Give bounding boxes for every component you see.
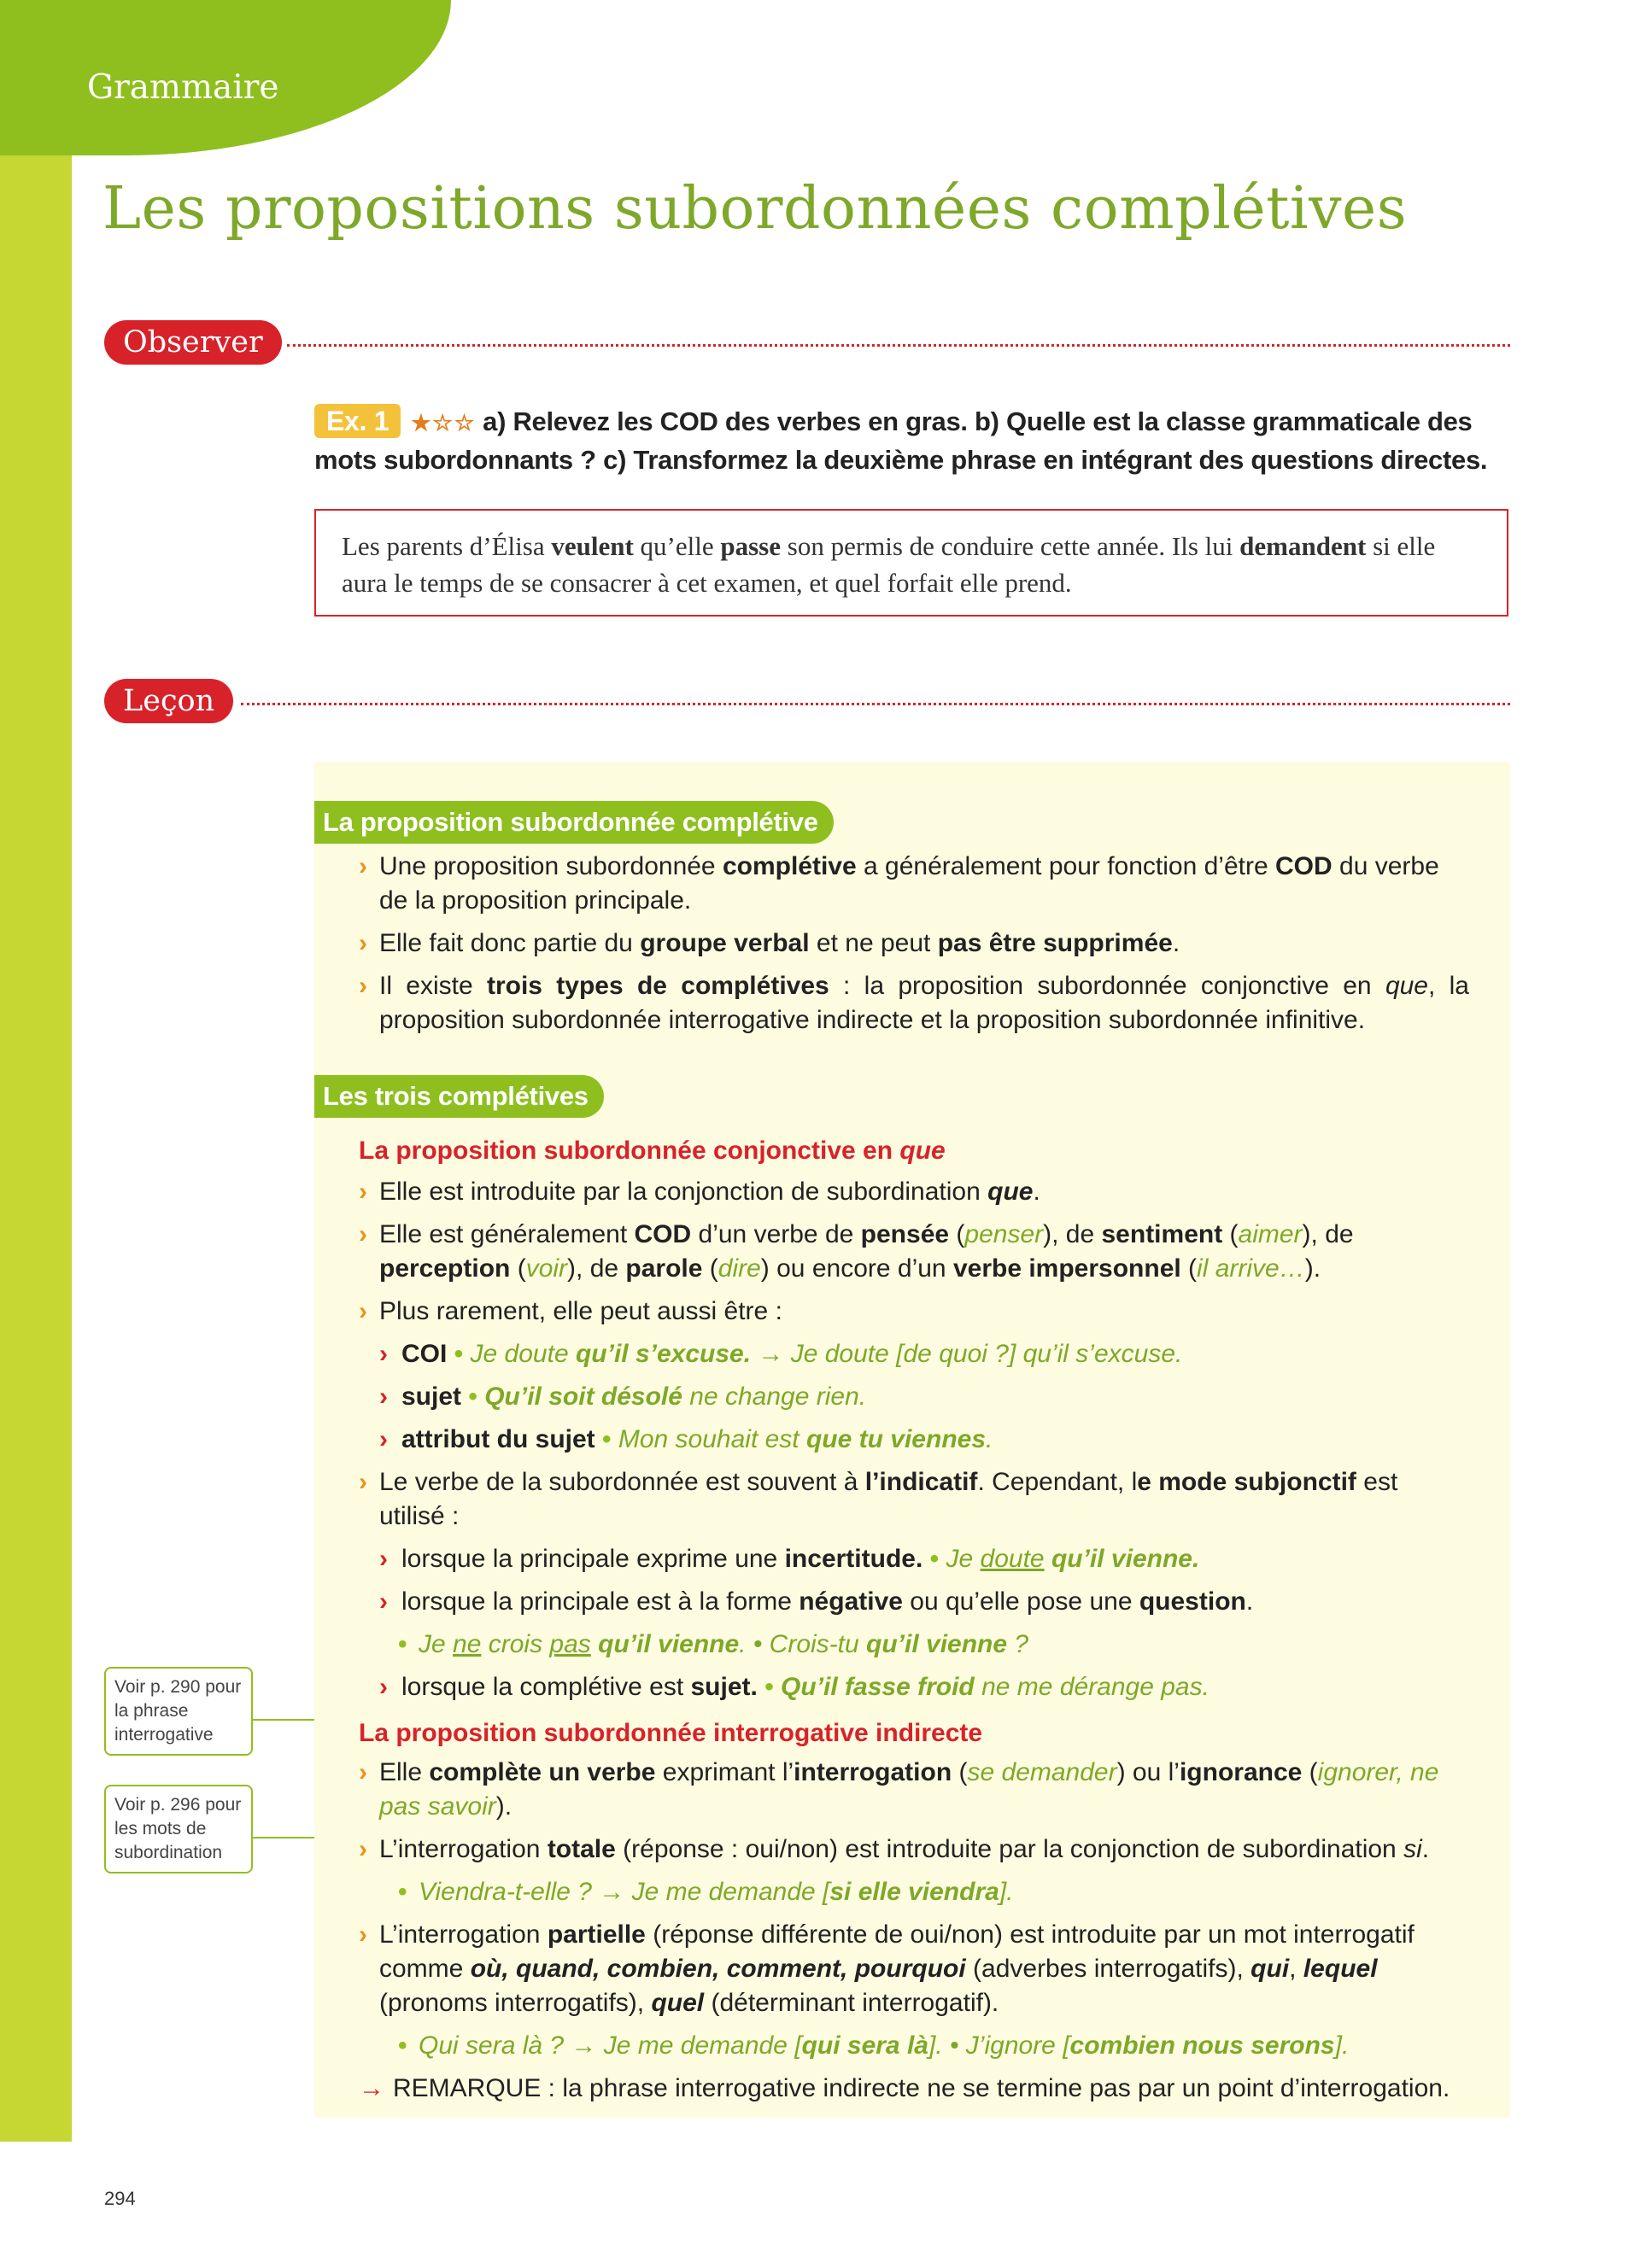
bullet-icon: •	[398, 1630, 407, 1658]
difficulty-stars-icon: ★☆☆	[411, 410, 477, 435]
list-item: › Une proposition subordonnée complétive a généralement pour fonction d’être COD du verbe de la proposition principale.	[359, 850, 1469, 918]
exercise-1	[314, 403, 1510, 479]
observer-pill: Observer	[104, 320, 282, 365]
side-note-subordination: Voir p. 296 pour les mots de subordination	[104, 1785, 253, 1873]
chevron-right-icon: ›	[379, 1382, 388, 1411]
example-line: • Viendra-t-elle ? → Je me demande [si elle viendra].	[359, 1875, 1469, 1909]
arrow-right-icon: →	[359, 2074, 384, 2102]
page-number: 294	[104, 2188, 136, 2209]
example-line: • Je ne crois pas qu’il vienne. • Crois-tu qu’il vienne ?	[359, 1628, 1469, 1662]
chevron-right-icon: ›	[359, 1835, 367, 1863]
exercise-badge: Ex. 1	[314, 404, 401, 438]
chevron-right-icon: ›	[359, 1920, 367, 1949]
chevron-right-icon: ›	[379, 1545, 388, 1573]
list-subitem: › lorsque la principale est à la forme négative ou qu’elle pose une question.	[359, 1585, 1469, 1619]
section2-text	[359, 1134, 1469, 2106]
chevron-right-icon: ›	[379, 1587, 388, 1616]
list-item: › Elle est généralement COD d’un verbe de pensée (penser), de sentiment (aimer), de perception (voir), de parole (dire) ou encore d’un verbe impersonnel (il arrive…).	[359, 1218, 1469, 1286]
chevron-right-icon: ›	[359, 929, 367, 957]
list-item: › Le verbe de la subordonnée est souvent à l’indicatif. Cependant, le mode subjonctif est utilisé :	[359, 1465, 1469, 1534]
list-item: › L’interrogation partielle (réponse différente de oui/non) est introduite par un mot interrogatif comme où, quand, combien, comment, pourquoi (adverbes interrogatifs), qui, lequel (pronoms interrogatifs), quel (déterminant interrogatif).	[359, 1918, 1469, 2020]
bullet-icon: •	[398, 2031, 407, 2060]
note-connector	[253, 1719, 314, 1721]
list-subitem: › COI • Je doute qu’il s’excuse. → Je doute [de quoi ?] qu’il s’excuse.	[359, 1337, 1469, 1371]
note-connector	[253, 1837, 314, 1838]
example-line: • Qui sera là ? → Je me demande [qui sera là]. • J’ignore [combien nous serons].	[359, 2029, 1469, 2063]
list-subitem: › lorsque la complétive est sujet. • Qu’il fasse froid ne me dérange pas.	[359, 1670, 1469, 1704]
list-item: › Elle complète un verbe exprimant l’interrogation (se demander) ou l’ignorance (ignorer, ne pas savoir).	[359, 1756, 1469, 1824]
side-note-interrogative: Voir p. 290 pour la phrase interrogative	[104, 1667, 253, 1756]
remarque: → REMARQUE : la phrase interrogative indirecte ne se termine pas par un point d’interrogation.	[359, 2072, 1469, 2106]
list-item: › Plus rarement, elle peut aussi être :	[359, 1295, 1469, 1329]
subheading-conjonctive: La proposition subordonnée conjonctive en que	[359, 1137, 946, 1165]
bullet-icon: •	[398, 1878, 407, 1906]
chevron-right-icon: ›	[359, 1220, 367, 1248]
observer-dotted-line	[287, 344, 1510, 347]
chevron-right-icon: ›	[359, 1468, 367, 1496]
side-band	[0, 0, 72, 2142]
list-subitem: › sujet • Qu’il soit désolé ne change rien.	[359, 1380, 1469, 1414]
chevron-right-icon: ›	[359, 1297, 367, 1325]
exercise-instruction: a) Relevez les COD des verbes en gras. b) Quelle est la classe grammaticale des mots subordonnants ? c) Transformez la deuxième phrase en intégrant des questions directes.	[314, 406, 1488, 475]
chevron-right-icon: ›	[379, 1340, 388, 1368]
chevron-right-icon: ›	[379, 1425, 388, 1453]
section1-text	[359, 850, 1469, 1038]
subheading-interrogative: La proposition subordonnée interrogative indirecte	[359, 1719, 983, 1747]
page-title: Les propositions subordonnées complétives	[102, 175, 1408, 243]
list-item: › Elle fait donc partie du groupe verbal et ne peut pas être supprimée.	[359, 926, 1469, 961]
header-section-title: Grammaire	[87, 68, 279, 107]
section-heading-completive: La proposition subordonnée complétive	[314, 801, 834, 844]
list-subitem: › lorsque la principale exprime une incertitude. • Je doute qu’il vienne.	[359, 1542, 1469, 1576]
lecon-dotted-line	[241, 703, 1510, 705]
chevron-right-icon: ›	[359, 1758, 367, 1786]
lecon-pill: Leçon	[104, 679, 233, 723]
observer-text-box: Les parents d’Élisa veulent qu’elle passe son permis de conduire cette année. Ils lui demandent si elle aura le temps de se consacrer à cet examen, et quel forfait elle prend.	[314, 509, 1508, 617]
chevron-right-icon: ›	[359, 1178, 367, 1206]
chevron-right-icon: ›	[359, 852, 367, 880]
chevron-right-icon: ›	[379, 1673, 388, 1701]
chevron-right-icon: ›	[359, 972, 367, 1000]
list-subitem: › attribut du sujet • Mon souhait est que tu viennes.	[359, 1423, 1469, 1457]
section-heading-trois-completives: Les trois complétives	[314, 1075, 604, 1118]
list-item: › Il existe trois types de complétives : la proposition subordonnée conjonctive en que, la proposition subordonnée interrogative indirecte et la proposition subordonnée infinitive.	[359, 969, 1469, 1038]
list-item: › L’interrogation totale (réponse : oui/non) est introduite par la conjonction de subordination si.	[359, 1833, 1469, 1867]
list-item: › Elle est introduite par la conjonction de subordination que.	[359, 1175, 1469, 1209]
